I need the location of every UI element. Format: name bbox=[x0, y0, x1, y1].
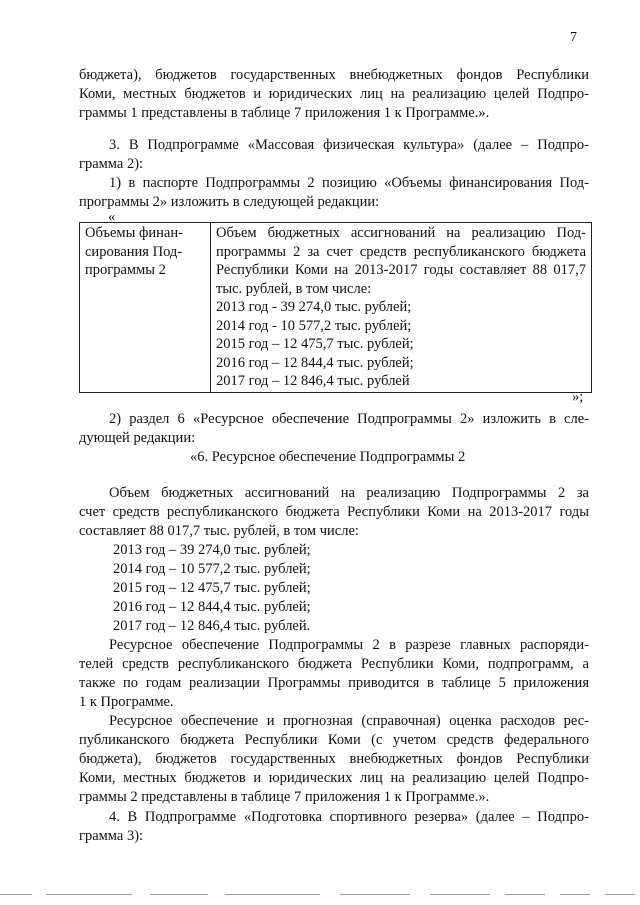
text-line: Ресурсное обеспечение Подпрограммы 2 в разрезе главных распоряди- bbox=[109, 637, 589, 653]
text-line: 2) раздел 6 «Ресурсное обеспечение Подпрограммы 2» изложить в сле- bbox=[109, 411, 589, 427]
scan-artifact bbox=[0, 894, 32, 895]
text-line: телей средств республиканского бюджета Республики Коми, подпрограмм, а bbox=[79, 656, 589, 672]
cell-line: 2014 год - 10 577,2 тыс. рублей; bbox=[216, 317, 412, 334]
text-line: грамма 3): bbox=[79, 828, 144, 844]
cell-line: Республики Коми на 2013-2017 годы составляет 88 017,7 bbox=[216, 262, 586, 278]
section-paragraph-3 bbox=[79, 712, 589, 807]
list-item: 2017 год – 12 846,4 тыс. рублей. bbox=[113, 618, 311, 634]
cell-line: 2016 год – 12 844,4 тыс. рублей; bbox=[216, 354, 414, 371]
text-line: 3. В Подпрограмме «Массовая физическая культура» (далее – Подпро- bbox=[109, 137, 589, 153]
text-line: Коми, местных бюджетов и юридических лиц на реализацию целей Подпро- bbox=[79, 770, 589, 786]
table-cell-value bbox=[211, 223, 592, 393]
table-cell-label bbox=[80, 223, 211, 393]
text-line: бюджета), бюджетов государственных внебюджетных фондов Республики bbox=[79, 67, 589, 83]
close-quote: »; bbox=[572, 389, 584, 405]
page-number: 7 bbox=[570, 30, 577, 45]
item-4 bbox=[79, 808, 589, 846]
cell-line: сирования Под- bbox=[85, 243, 183, 260]
cell-line: Объемы финан- bbox=[85, 225, 183, 241]
year-list bbox=[113, 541, 311, 636]
text-line: граммы 2 представлены в таблице 7 приложения 1 к Программе.». bbox=[79, 789, 490, 805]
item-3 bbox=[79, 136, 589, 174]
text-line: также по годам реализации Программы приводится в таблице 5 приложения bbox=[79, 675, 589, 691]
text-line: публиканского бюджета Республики Коми (с учетом средств федерального bbox=[79, 732, 589, 748]
text-line: 1) в паспорте Подпрограммы 2 позицию «Объемы финансирования Под- bbox=[109, 175, 589, 191]
scan-artifact bbox=[340, 894, 410, 895]
scan-artifact bbox=[505, 894, 545, 895]
cell-line: 2013 год - 39 274,0 тыс. рублей; bbox=[216, 299, 412, 315]
text-line: 4. В Подпрограмме «Подготовка спортивного резерва» (далее – Подпро- bbox=[109, 809, 589, 825]
cell-line: 2017 год – 12 846,4 тыс. рублей bbox=[216, 373, 410, 389]
list-item: 2015 год – 12 475,7 тыс. рублей; bbox=[113, 580, 311, 596]
scan-artifact bbox=[430, 894, 490, 895]
text-line: грамма 2): bbox=[79, 156, 144, 172]
cell-line: программы 2 bbox=[85, 262, 166, 278]
list-item: 2016 год – 12 844,4 тыс. рублей; bbox=[113, 599, 311, 615]
cell-line: 2015 год – 12 475,7 тыс. рублей; bbox=[216, 336, 414, 352]
cell-line: Объем бюджетных ассигнований на реализацию Под- bbox=[216, 225, 586, 241]
text-line: Коми, местных бюджетов и юридических лиц на реализацию целей Подпро- bbox=[79, 86, 589, 102]
table-row bbox=[80, 223, 592, 393]
cell-line: программы 2 за счет средств республиканского бюджета bbox=[216, 243, 586, 260]
cell-line: тыс. рублей, в том числе: bbox=[216, 280, 372, 297]
scan-artifact bbox=[225, 894, 320, 895]
section-paragraph-2 bbox=[79, 636, 589, 712]
text-line: дующей редакции: bbox=[79, 430, 196, 446]
scan-artifact bbox=[560, 894, 590, 895]
open-quote: « bbox=[108, 209, 116, 225]
passport-table bbox=[79, 222, 592, 393]
text-line: 1 к Программе. bbox=[79, 694, 174, 710]
top-paragraph bbox=[79, 66, 589, 123]
scan-artifact bbox=[46, 894, 132, 895]
text-line: программы 2» изложить в следующей редакции: bbox=[79, 194, 380, 210]
text-line: Ресурсное обеспечение и прогнозная (справочная) оценка расходов рес- bbox=[109, 713, 589, 729]
list-item: 2014 год – 10 577,2 тыс. рублей; bbox=[113, 561, 311, 577]
subitem-1 bbox=[79, 174, 589, 212]
text-line: бюджета), бюджетов государственных внебюджетных фондов Республики bbox=[79, 751, 589, 767]
subitem-2 bbox=[79, 410, 589, 448]
text-line: составляет 88 017,7 тыс. рублей, в том числе: bbox=[79, 523, 359, 539]
text-line: Объем бюджетных ассигнований на реализацию Подпрограммы 2 за bbox=[109, 485, 589, 501]
text-line: граммы 1 представлены в таблице 7 приложения 1 к Программе.». bbox=[79, 105, 490, 121]
section-paragraph-1 bbox=[79, 484, 589, 541]
scan-artifact bbox=[605, 894, 635, 895]
list-item: 2013 год – 39 274,0 тыс. рублей; bbox=[113, 542, 311, 558]
text-line: счет средств республиканского бюджета Республики Коми на 2013-2017 годы bbox=[79, 504, 589, 520]
scan-artifact bbox=[150, 894, 208, 895]
section-title: «6. Ресурсное обеспечение Подпрограммы 2 bbox=[190, 449, 466, 465]
